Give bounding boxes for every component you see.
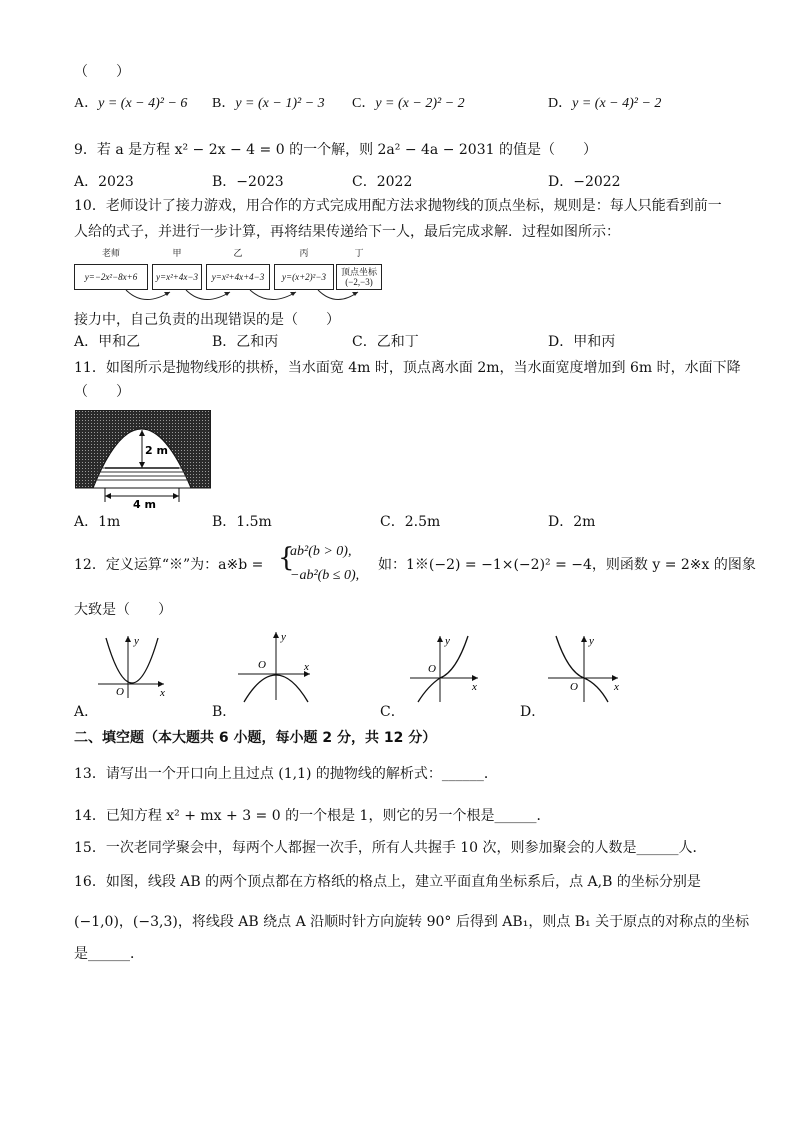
q8-option-b[interactable] — [212, 94, 325, 114]
svg-text:y: y — [445, 635, 450, 647]
piecewise-case-1: ab²(b > 0), — [290, 544, 352, 559]
flow-arrow-4 — [318, 290, 358, 300]
q12-graph-a[interactable] — [92, 632, 172, 702]
q11-option-c[interactable]: C．2.5m — [380, 514, 441, 530]
arch-bridge-figure — [75, 410, 211, 510]
svg-text:O: O — [258, 659, 266, 671]
svg-text:O: O — [428, 663, 436, 675]
option-expr: y = (x − 4)² − 2 — [572, 96, 662, 111]
flow-header-yi: 乙 — [233, 249, 243, 259]
q9-option-d[interactable]: D．−2022 — [548, 174, 621, 190]
q10-option-b[interactable]: B．乙和丙 — [212, 334, 279, 350]
q12-stem-line2: 大致是（ ） — [74, 602, 172, 618]
height-label: 2 m — [145, 444, 168, 457]
q11-option-a[interactable]: A．1m — [74, 514, 121, 530]
q8-option-d[interactable] — [548, 94, 661, 114]
q11-option-d[interactable]: D．2m — [548, 514, 596, 530]
q13-text: 13．请写出一个开口向上且过点 (1,1) 的抛物线的解析式：______． — [74, 766, 498, 782]
flow-box-bing: y=(x+2)²−3 — [274, 264, 334, 290]
svg-text:O: O — [116, 686, 124, 698]
option-expr: y = (x − 4)² − 6 — [98, 96, 188, 111]
flow-header-ding: 丁 — [354, 249, 364, 259]
relay-flow-diagram — [74, 246, 394, 308]
q10-option-c[interactable]: C．乙和丁 — [352, 334, 419, 350]
q9-stem: 9．若 a 是方程 x² − 2x − 4 = 0 的一个解，则 2a² − 4a − 2031 的值是（ ） — [74, 142, 597, 158]
flow-header-bing: 丙 — [299, 249, 309, 259]
q9-option-b[interactable]: B．−2023 — [212, 174, 284, 190]
q12-option-a-label[interactable]: A． — [74, 704, 99, 720]
q16-line2: (−1,0)，(−3,3)，将线段 AB 绕点 A 沿顺时针方向旋转 90° 后得到 AB₁，则点 B₁ 关于原点的对称点的坐标 — [74, 914, 750, 930]
q12-option-d-label[interactable]: D． — [520, 704, 546, 720]
option-letter: D． — [548, 96, 573, 111]
svg-text:x: x — [472, 681, 477, 693]
option-expr: y = (x − 2)² − 2 — [375, 96, 465, 111]
q16-line1: 16．如图，线段 AB 的两个顶点都在方格纸的格点上，建立平面直角坐标系后，点 A,B 的坐标分别是 — [74, 874, 701, 890]
flow-header-jia: 甲 — [172, 249, 182, 259]
flow-header-teacher: 老师 — [101, 249, 120, 259]
option-letter: B． — [212, 96, 236, 111]
option-letter: C． — [352, 96, 376, 111]
flow-arrow-2 — [186, 290, 230, 300]
q9-option-c[interactable]: C．2022 — [352, 174, 413, 190]
flow-box-jia: y=x²+4x−3 — [152, 264, 202, 290]
q14-text: 14．已知方程 x² + mx + 3 = 0 的一个根是 1，则它的另一个根是______． — [74, 808, 551, 824]
q12-stem-prefix: 12．定义运算“※”为：a※b = — [74, 557, 264, 573]
q10-option-a[interactable]: A．甲和乙 — [74, 334, 141, 350]
q10-question: 接力中，自己负责的出现错误的是（ ） — [74, 312, 340, 328]
q12-option-c-label[interactable]: C． — [380, 704, 405, 720]
option-letter: A． — [74, 96, 99, 111]
q12-graph-d[interactable] — [544, 632, 626, 704]
flow-box-yi: y=x²+4x+4−3 — [206, 264, 270, 290]
svg-text:y: y — [134, 635, 139, 647]
svg-text:y: y — [281, 631, 286, 643]
q12-graph-c[interactable] — [406, 632, 486, 704]
flow-arrow-1 — [126, 290, 170, 300]
q8-option-c[interactable] — [352, 94, 465, 114]
svg-text:x: x — [304, 661, 309, 673]
q10-stem-line2: 人给的式子，并进行一步计算，再将结果传递给下一人，最后完成求解．过程如图所示： — [74, 224, 620, 240]
curve — [556, 636, 608, 702]
q10-stem-line1: 10．老师设计了接力游戏，用合作的方式完成用配方法求抛物线的顶点坐标，规则是：每人只能看到前一 — [74, 198, 722, 214]
option-expr: y = (x − 1)² − 3 — [235, 96, 325, 111]
curve — [418, 636, 468, 702]
q15-text: 15．一次老同学聚会中，每两个人都握一次手，所有人共握手 10 次，则参加聚会的人数是______人． — [74, 840, 707, 856]
section-2-title: 二、填空题（本大题共 6 小题，每小题 2 分，共 12 分） — [74, 730, 437, 746]
width-label: 4 m — [133, 498, 156, 510]
svg-text:y: y — [589, 635, 594, 647]
q8-option-a[interactable] — [74, 94, 187, 114]
q16-line3: 是______． — [74, 946, 144, 962]
q11-stem-line2: （ ） — [74, 384, 130, 400]
flow-box-teacher: y=−2x²−8x+6 — [74, 264, 148, 290]
flow-box-ding-line2: (−2,−3) — [345, 277, 373, 287]
q12-option-b-label[interactable]: B． — [212, 704, 237, 720]
q12-stem-suffix: 如：1※(−2) = −1×(−2)² = −4，则函数 y = 2※x 的图象 — [378, 557, 756, 573]
flow-box-ding-line1: 顶点坐标 — [340, 267, 377, 277]
q12-graph-b[interactable] — [234, 628, 318, 704]
svg-text:O: O — [570, 681, 578, 693]
curve — [106, 638, 158, 683]
svg-text:x: x — [614, 681, 619, 693]
svg-text:x: x — [160, 687, 165, 699]
q9-option-a[interactable]: A．2023 — [74, 174, 134, 190]
flow-arrows — [74, 246, 394, 308]
flow-arrowhead-3 — [290, 292, 296, 296]
piecewise-case-2: −ab²(b ≤ 0), — [290, 568, 360, 583]
piecewise-brace: { — [278, 543, 295, 573]
q11-option-b[interactable]: B．1.5m — [212, 514, 272, 530]
q10-option-d[interactable]: D．甲和丙 — [548, 334, 616, 350]
q8-bracket: （ ） — [74, 64, 130, 80]
flow-arrow-3 — [250, 290, 296, 300]
q11-stem-line1: 11．如图所示是抛物线形的拱桥，当水面宽 4m 时，顶点离水面 2m，当水面宽度增加到 6m 时，水面下降 — [74, 360, 741, 376]
